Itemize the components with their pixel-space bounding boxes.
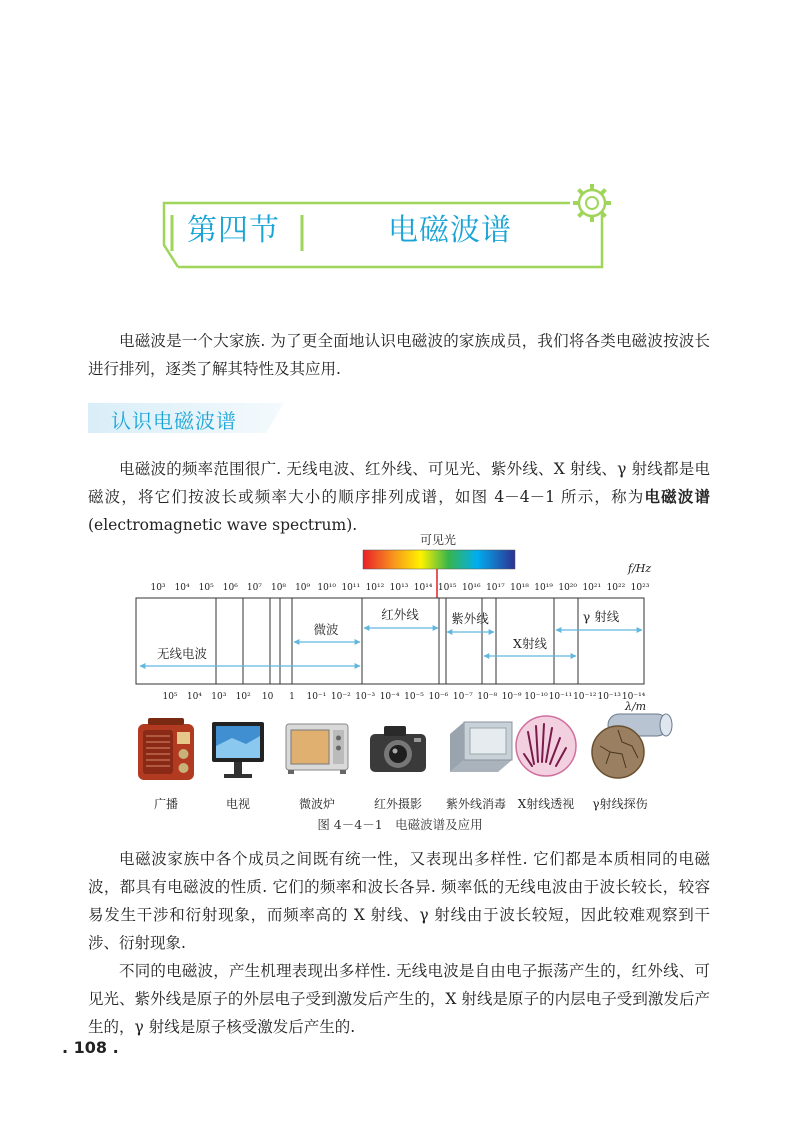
wavelength-tick-labels [162, 692, 645, 702]
microwave-oven-icon [286, 724, 348, 774]
app-label-broadcast: 广播 [153, 797, 179, 811]
gear-icon [573, 184, 611, 222]
wavelength-tick-label: 10⁻¹³ [597, 692, 621, 702]
frequency-tick-labels [150, 583, 649, 593]
para1-text: 电磁波的频率范围很广. 无线电波、红外线、可见光、紫外线、X 射线、γ 射线都是电磁波，将它们按波长或频率大小的顺序排列成谱，如图 4－4－1 所示，称为 [88, 460, 710, 506]
subheading [88, 400, 288, 436]
infrared-label: 红外线 [381, 607, 419, 622]
wavelength-tick-label: 10³ [211, 692, 227, 702]
frequency-tick-label: 10¹⁹ [534, 583, 553, 593]
wavelength-tick-label: 10⁻⁴ [379, 692, 400, 702]
em-spectrum-figure [120, 528, 680, 838]
wavelength-tick-label: 10⁻⁸ [477, 692, 498, 702]
wavelength-tick-label: 10⁻⁷ [452, 692, 473, 702]
wavelength-tick-label: 10⁻¹⁴ [621, 692, 646, 702]
radio-icon [138, 718, 194, 780]
mechanism-paragraph: 不同的电磁波，产生机理表现出多样性. 无线电波是自由电子振荡产生的，红外线、可见光、紫外线是原子的外层电子受到激发后产生的，X 射线是原子的内层电子受到激发后产生的，γ 射线是原子核受激发后产生的. [88, 962, 710, 1036]
page-number: . 108 . [62, 1038, 119, 1057]
ultraviolet-label: 紫外线 [451, 611, 489, 626]
wavelength-tick-label: 10² [235, 692, 251, 702]
frequency-tick-label: 10⁹ [295, 583, 311, 593]
frequency-tick-label: 10²¹ [582, 583, 602, 593]
wavelength-unit: λ/m [625, 700, 647, 713]
wavelength-tick-label: 10⁵ [162, 692, 178, 702]
frequency-tick-label: 10⁵ [198, 583, 214, 593]
frequency-unit: f/Hz [628, 562, 652, 575]
television-icon [212, 722, 264, 778]
frequency-tick-label: 10¹³ [389, 583, 409, 593]
app-label-tv: 电视 [225, 797, 251, 811]
xray-label: X射线 [513, 636, 547, 651]
frequency-tick-label: 10¹⁰ [317, 583, 337, 593]
frequency-tick-label: 10¹¹ [341, 583, 361, 593]
frequency-tick-label: 10¹² [365, 583, 385, 593]
wavelength-tick-label: 1 [289, 692, 295, 702]
gamma-label: γ 射线 [582, 609, 620, 624]
intro-paragraph: 电磁波是一个大家族. 为了更全面地认识电磁波的家族成员，我们将各类电磁波按波长进行排列，逐类了解其特性及其应用. [88, 332, 710, 378]
frequency-tick-label: 10³ [150, 583, 166, 593]
spectrum-paragraph [88, 455, 710, 539]
uv-disinfection-cabinet-icon [450, 722, 512, 772]
visible-light-label: 可见光 [419, 533, 457, 547]
wavelength-tick-label: 10⁴ [186, 692, 202, 702]
app-label-gamma: γ射线探伤 [592, 797, 648, 811]
wavelength-tick-label: 10⁻¹² [573, 692, 597, 702]
chapter-title-banner [150, 175, 630, 275]
wavelength-tick-label: 10⁻¹ [306, 692, 327, 702]
wavelength-tick-label: 10⁻⁹ [501, 692, 522, 702]
frequency-tick-label: 10²⁰ [558, 583, 578, 593]
spectrum-diagram [120, 528, 680, 838]
wavelength-tick-label: 10⁻⁵ [404, 692, 424, 702]
section-number: 第四节 [187, 213, 280, 248]
gamma-inspection-icon [592, 714, 672, 778]
frequency-tick-label: 10⁷ [246, 583, 262, 593]
xray-hands-icon [516, 716, 576, 776]
wavelength-tick-label: 10⁻³ [355, 692, 376, 702]
frequency-tick-label: 10¹⁸ [510, 583, 529, 593]
app-label-microwave: 微波炉 [298, 797, 336, 811]
figure-caption: 图 4－4－1 电磁波谱及应用 [317, 817, 483, 832]
frequency-tick-label: 10¹⁵ [437, 583, 457, 593]
para1-english: (electromagnetic wave spectrum). [88, 516, 358, 534]
term-em-spectrum: 电磁波谱 [644, 488, 710, 506]
subheading-text: 认识电磁波谱 [111, 409, 237, 433]
wavelength-tick-label: 10⁻² [330, 692, 351, 702]
section-title: 电磁波谱 [388, 213, 512, 248]
wavelength-tick-label: 10⁻¹⁰ [524, 692, 548, 702]
frequency-tick-label: 10⁸ [270, 583, 287, 593]
frequency-tick-label: 10⁶ [222, 583, 238, 593]
app-label-uv-disinfect: 紫外线消毒 [445, 797, 507, 811]
wavelength-tick-label: 10⁻⁶ [428, 692, 449, 702]
unity-diversity-paragraph: 电磁波家族中各个成员之间既有统一性，又表现出多样性. 它们都是本质相同的电磁波，都具有电磁波的性质. 它们的频率和波长各异. 频率低的无线电波由于波长较长，较容易发生干涉和衍射现象，而频率高的 X 射线、γ 射线由于波长较短，因此较难观察到干涉、衍射现象. [88, 850, 710, 952]
frequency-tick-label: 10¹⁷ [486, 583, 505, 593]
app-label-xray: X射线透视 [517, 797, 575, 811]
app-label-ir-photo: 红外摄影 [373, 797, 423, 811]
radio-label: 无线电波 [156, 646, 208, 661]
frequency-tick-label: 10²² [606, 583, 626, 593]
frequency-tick-label: 10²³ [630, 583, 650, 593]
infrared-camera-icon [370, 726, 426, 772]
wavelength-tick-label: 10 [261, 692, 274, 702]
visible-light-bar [363, 550, 515, 569]
microwave-label: 微波 [313, 622, 339, 637]
frequency-tick-label: 10¹⁶ [461, 583, 481, 593]
frequency-tick-label: 10⁴ [174, 583, 190, 593]
wavelength-tick-label: 10⁻¹¹ [548, 692, 573, 702]
frequency-tick-label: 10¹⁴ [413, 583, 433, 593]
